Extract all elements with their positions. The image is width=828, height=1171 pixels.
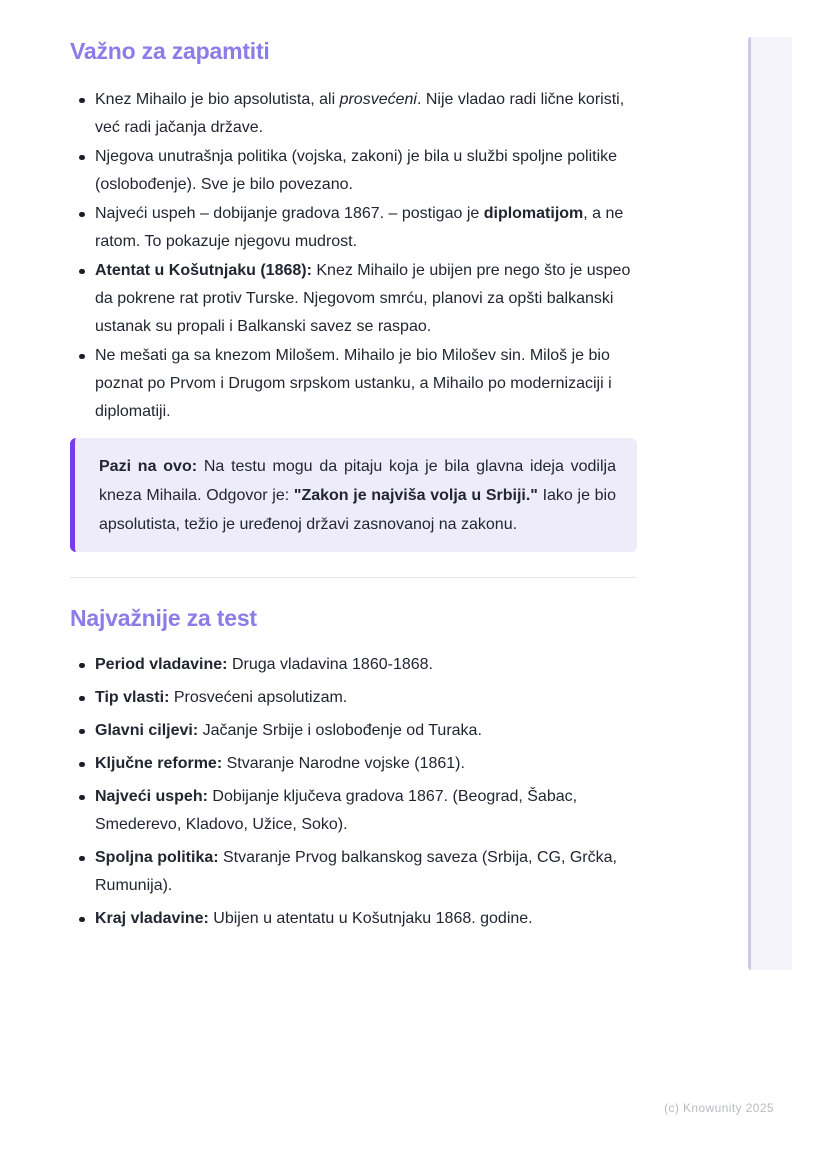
bullet-dot: [79, 98, 85, 104]
section-divider: [70, 577, 637, 578]
bullet-dot: [79, 729, 85, 735]
bullet-label-bold: Ključne reforme:: [95, 755, 223, 772]
footer-copyright: (c) Knowunity 2025: [664, 1101, 774, 1115]
bullet-text: Ubijen u atentatu u Košutnjaku 1868. godine.: [208, 910, 533, 927]
callout-box: [70, 438, 637, 552]
callout-text-segment: Iako je bio apsolutista, težio je uređenoj državi zasnovanoj na zakonu.: [99, 487, 617, 533]
list-item: [70, 717, 637, 745]
bullet-text-bold: Atentat u Košutnjaku (1868):: [95, 262, 312, 279]
bullet-text: Stvaranje Narodne vojske (1861).: [222, 755, 465, 772]
section-title-vazno-za-zapamtiti: Važno za zapamtiti: [70, 38, 270, 64]
list-item: [70, 783, 637, 839]
bullet-text: Ne mešati ga sa knezom Milošem. Mihailo je bio Milošev sin. Miloš je bio poznat po Prvom i Drugom srpskom ustanku, a Mihailo po modernizaciji i diplomatiji.: [95, 347, 612, 420]
bullet-label-bold: Kraj vladavine:: [95, 910, 209, 927]
bullet-text: Dobijanje ključeva gradova 1867. (Beograd, Šabac, Smederevo, Kladovo, Užice, Soko).: [95, 788, 578, 833]
bullet-text: . Nije vladao radi lične koristi, već radi jačanja države.: [95, 91, 625, 136]
callout-quote-bold: "Zakon je najviša volja u Srbiji.": [293, 487, 538, 504]
callout-text-segment: Na testu mogu da pitaju koja je bila glavna ideja vodilja kneza Mihaila. Odgovor je:: [99, 458, 616, 504]
bullet-dot: [79, 269, 85, 275]
list-item: [70, 200, 637, 256]
bullet-dot: [79, 155, 85, 161]
list-item: [70, 651, 637, 679]
bullet-label-bold: Tip vlasti:: [95, 689, 170, 706]
list-item: [70, 684, 637, 712]
bullet-list-najvaznije: [70, 651, 637, 933]
bullet-label-bold: Najveći uspeh:: [95, 788, 208, 805]
bullet-label-bold: Spoljna politika:: [95, 849, 219, 866]
bullet-label-bold: Period vladavine:: [95, 656, 228, 673]
bullet-dot: [79, 354, 85, 360]
bullet-label-bold: Glavni ciljevi:: [95, 722, 199, 739]
bullet-text: , a ne ratom. To pokazuje njegovu mudrost.: [95, 205, 624, 250]
bullet-text-italic: prosvećeni: [339, 91, 417, 108]
section-title-najvaznije-za-test: Najvažnije za test: [70, 605, 257, 631]
bullet-dot: [79, 762, 85, 768]
bullet-text: Stvaranje Prvog balkanskog saveza (Srbija, CG, Grčka, Rumunija).: [95, 849, 617, 894]
bullet-dot: [79, 795, 85, 801]
bullet-dot: [79, 856, 85, 862]
bullet-text: Prosvećeni apsolutizam.: [169, 689, 348, 706]
bullet-dot: [79, 663, 85, 669]
list-item: [70, 342, 637, 426]
list-item: [70, 750, 637, 778]
bullet-dot: [79, 696, 85, 702]
bullet-text: Jačanje Srbije i oslobođenje od Turaka.: [198, 722, 482, 739]
bullet-text: Knez Mihailo je bio apsolutista, ali: [95, 91, 340, 108]
bullet-dot: [79, 212, 85, 218]
list-item: [70, 905, 637, 933]
callout-label-bold: Pazi na ovo:: [99, 458, 198, 475]
bullet-text-bold: diplomatijom: [483, 205, 584, 222]
next-page-edge: [748, 37, 792, 970]
list-item: [70, 143, 637, 199]
bullet-text: Druga vladavina 1860-1868.: [227, 656, 433, 673]
bullet-dot: [79, 917, 85, 923]
bullet-text: Njegova unutrašnja politika (vojska, zakoni) je bila u službi spoljne politike (oslobođenje). Sve je bilo povezano.: [95, 148, 618, 193]
list-item: [70, 844, 637, 900]
callout-text: [99, 452, 616, 539]
bullet-text: Najveći uspeh – dobijanje gradova 1867. – postigao je: [95, 205, 484, 222]
notes-page-content: [70, 38, 637, 938]
bullet-text: Knez Mihailo je ubijen pre nego što je uspeo da pokrene rat protiv Turske. Njegovom smrću, planovi za opšti balkanski ustanak su propali i Balkanski savez se raspao.: [95, 262, 631, 335]
list-item: [70, 86, 637, 142]
list-item: [70, 257, 637, 341]
bullet-list-vazno: [70, 86, 637, 426]
